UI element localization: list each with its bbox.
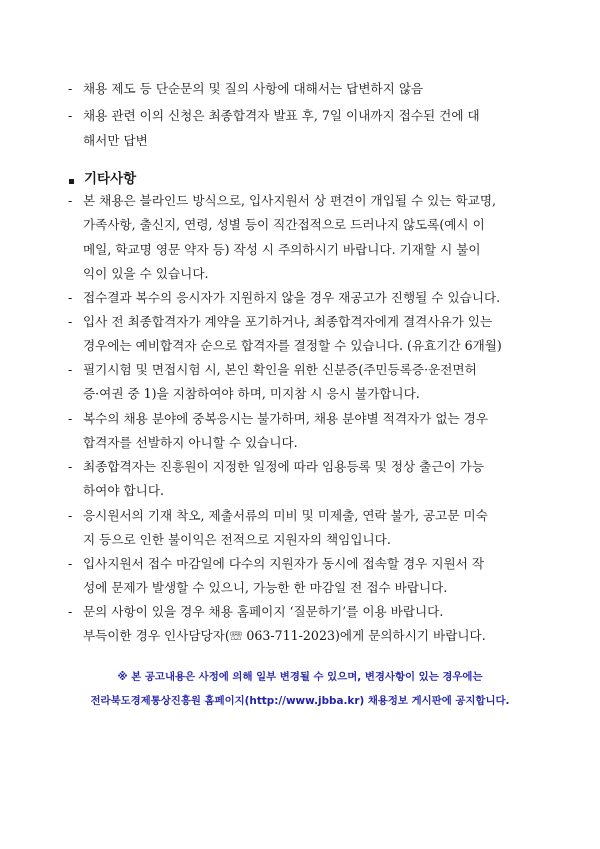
item-text: 접수결과 복수의 응시자가 지원하지 않을 경우 재공고가 진행될 수 있습니다. (83, 290, 501, 305)
item-text: 필기시험 및 면접시험 시, 본인 확인을 위한 신분증(주민등록증·운전면허 (83, 362, 477, 377)
item-text: 하여야 합니다. (83, 483, 164, 498)
item-text: 익이 있을 수 있습니다. (83, 266, 209, 281)
item-text: 입사지원서 접수 마감일에 다수의 지원자가 동시에 접속할 경우 지원서 작 (83, 556, 484, 571)
item-text: 본 채용은 블라인드 방식으로, 입사지원서 상 편견이 개입될 수 있는 학교명, (83, 193, 497, 208)
item-text: 가족사항, 출신지, 연령, 성별 등이 직간접적으로 드러나지 않도록(예시 이 (83, 217, 485, 232)
notice-line: 전라북도경제통상진흥원 홈페이지(http://www.jbba.kr) 채용정보 게시판에 공지합니다. (90, 695, 510, 707)
section-title: 기타사항 (84, 171, 137, 187)
item-text: 복수의 채용 분야에 중복응시는 불가하며, 채용 분야별 적격자가 없는 경우 (83, 411, 488, 426)
item-text: 메일, 학교명 영문 약자 등) 작성 시 주의하시기 바랍니다. 기재할 시 불이 (83, 242, 481, 257)
item-text: 응시원서의 기재 착오, 제출서류의 미비 및 미제출, 연락 불가, 공고문 미숙 (83, 508, 488, 523)
item-marker: - (68, 556, 73, 571)
item-text: 입사 전 최종합격자가 계약을 포기하거나, 최종합격자에게 결격사유가 있는 (83, 314, 493, 329)
item-text: 문의 사항이 있을 경우 채용 홈페이지 ‘질문하기’를 이용 바랍니다. (83, 604, 444, 619)
item-text: 증·여권 중 1)을 지참하여야 하며, 미지참 시 응시 불가합니다. (83, 386, 420, 401)
item-text: 최종합격자는 진흥원이 지정한 일정에 따라 임용등록 및 정상 출근이 가능 (83, 459, 484, 474)
item-marker: - (68, 362, 73, 377)
item-text: 채용 관련 이의 신청은 최종합격자 발표 후, 7일 이내까지 접수된 건에 대 (83, 108, 480, 123)
item-marker: - (68, 508, 73, 523)
section-bullet-icon (69, 179, 74, 184)
item-marker: - (68, 108, 73, 123)
item-text: 성에 문제가 발생할 수 있으니, 가능한 한 마감일 전 접수 바랍니다. (83, 580, 448, 595)
item-marker: - (68, 290, 73, 305)
notice-line: ※ 본 공고내용은 사정에 의해 일부 변경될 수 있으며, 변경사항이 있는 경우에는 (117, 671, 483, 683)
item-text: 채용 제도 등 단순문의 및 질의 사항에 대해서는 답변하지 않음 (83, 81, 424, 96)
item-text: 합격자를 선발하지 아니할 수 있습니다. (83, 435, 298, 450)
item-marker: - (68, 459, 73, 474)
item-text: 해서만 답변 (83, 133, 148, 148)
item-text: 부득이한 경우 인사담당자(☏ 063-711-2023)에게 문의하시기 바랍니다. (83, 628, 486, 643)
item-text: 지 등으로 인한 불이익은 전적으로 지원자의 책임입니다. (83, 532, 391, 547)
item-marker: - (68, 604, 73, 619)
item-marker: - (68, 81, 73, 96)
item-text: 경우에는 예비합격자 순으로 합격자를 결정할 수 있습니다. (유효기간 6개월) (83, 338, 502, 353)
item-marker: - (68, 314, 73, 329)
item-marker: - (68, 193, 73, 208)
item-marker: - (68, 411, 73, 426)
